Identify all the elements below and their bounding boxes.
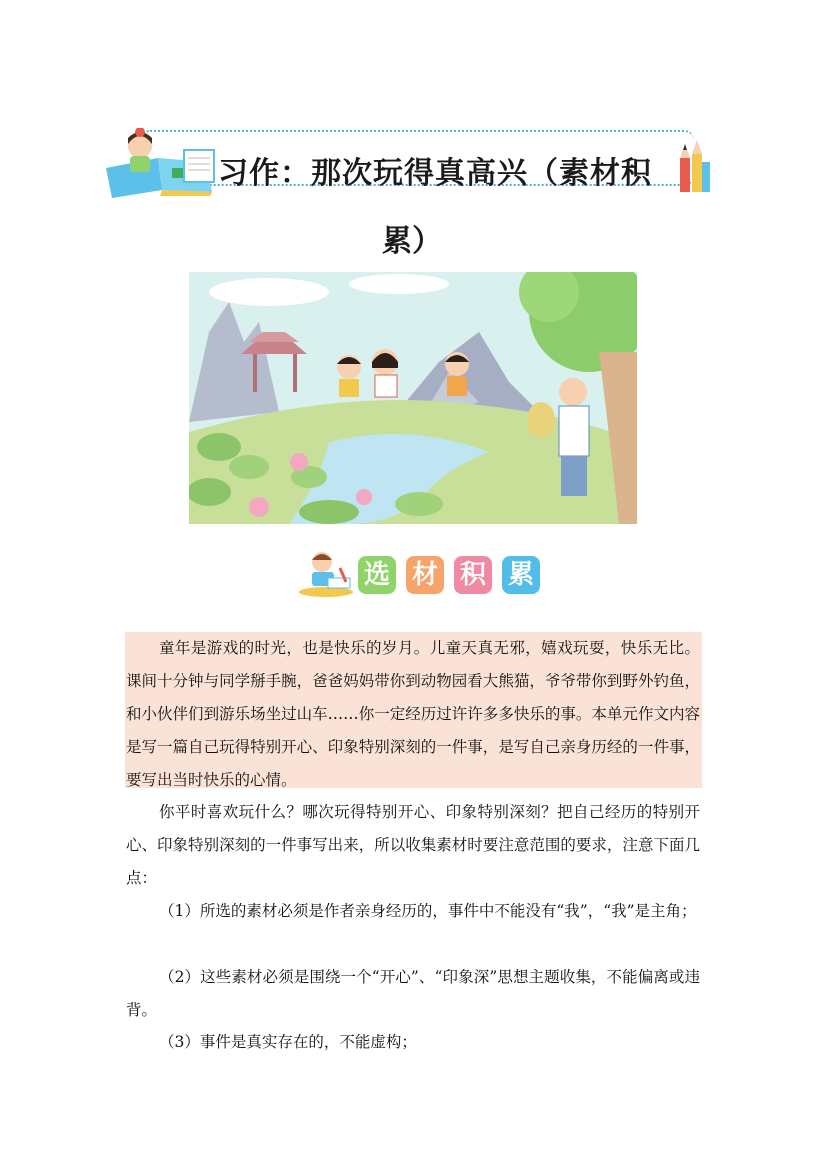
children-playing-illustration [189,272,637,524]
section-char-4: 累 [502,556,540,594]
point-2: （2）这些素材必须是围绕一个“开心”、“印象深”思想主题收集，不能偏离或违背。 [126,968,700,1019]
section-char-3: 积 [454,556,492,594]
section-header [298,548,548,598]
intro-paragraph: 童年是游戏的时光，也是快乐的岁月。儿童天真无邪，嬉戏玩耍，快乐无比。课间十分钟与同学掰手腕，爸爸妈妈带你到动物园看大熊猫，爷爷带你到野外钓鱼，和小伙伴们到游乐场坐过山车……你一定经历过许许多多快乐的事。本单元作文内容是写一篇自己玩得特别开心、印象特别深刻的一件事，是写自己亲身历经的一件事，要写出当时快乐的心情。 [126,639,700,789]
girl-reading-book-icon [102,128,222,200]
page-title-line1: 习作：那次玩得真高兴（素材积 [218,156,652,191]
page-title-line2: 累） [382,224,442,259]
pencils-icon [676,140,712,196]
body-paragraph: 你平时喜欢玩什么？哪次玩得特别开心、印象特别深刻？把自己经历的特别开心、印象特别深刻的一件事写出来，所以收集素材时要注意范围的要求，注意下面几点： [126,803,700,887]
section-char-2: 材 [406,556,444,594]
point-1: （1）所选的素材必须是作者亲身经历的，事件中不能没有“我”，“我”是主角； [159,902,697,920]
section-char-1: 选 [358,556,396,594]
point-3: （3）事件是真实存在的，不能虚构； [159,1033,417,1051]
boy-writing-icon [298,548,354,598]
